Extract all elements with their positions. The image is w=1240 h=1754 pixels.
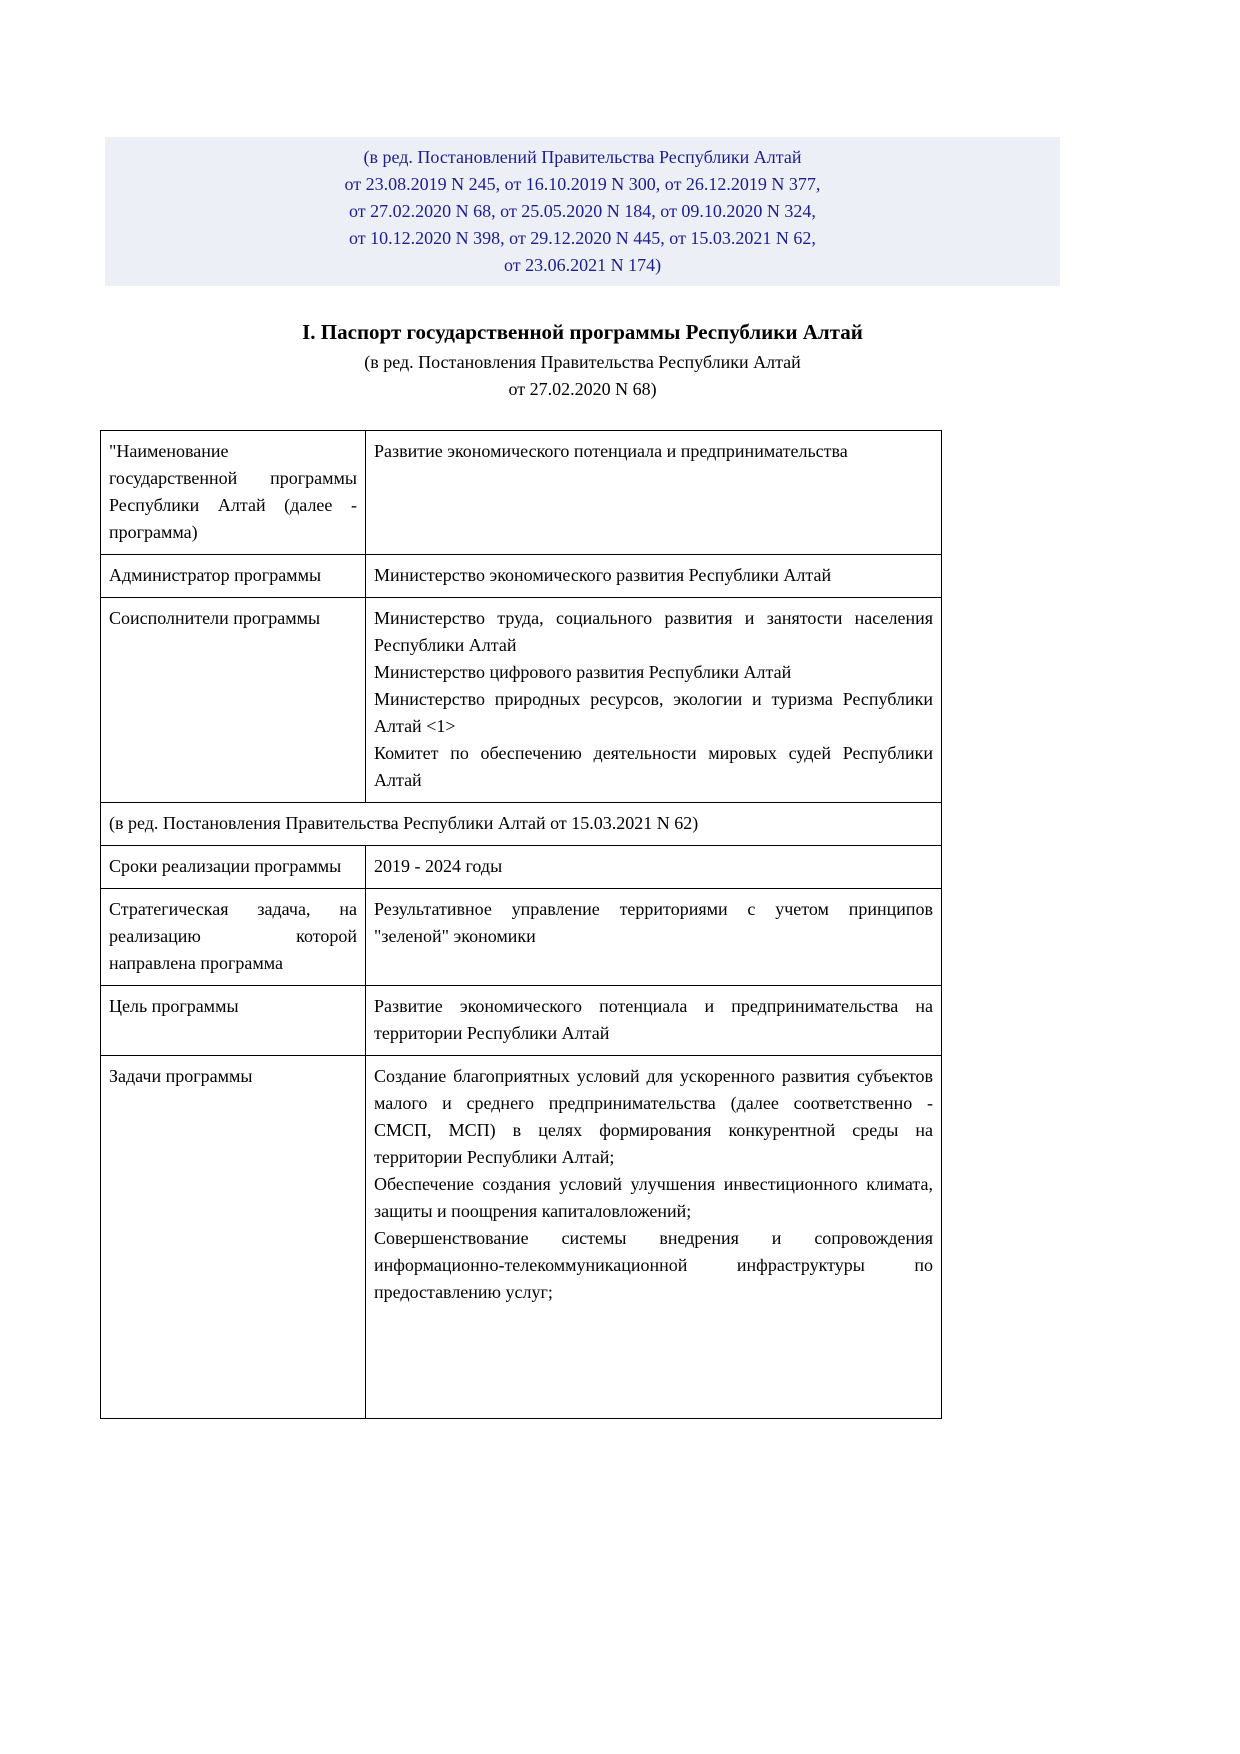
row-value-cell bbox=[366, 598, 942, 803]
row-value-paragraph: Министерство природных ресурсов, экологии и туризма Республики Алтай <1> bbox=[374, 689, 933, 736]
table-row bbox=[101, 1056, 942, 1419]
row-value-paragraph: Развитие экономического потенциала и предпринимательства bbox=[374, 441, 848, 461]
row-label: Стратегическая задача, на реализацию которой направлена программа bbox=[109, 899, 357, 973]
amendment-line: (в ред. Постановлений Правительства Республики Алтай bbox=[363, 147, 802, 167]
table-row bbox=[101, 846, 942, 889]
row-value-paragraph: Обеспечение создания условий улучшения инвестиционного климата, защиты и поощрения капиталовложений; bbox=[374, 1174, 933, 1221]
row-label: Администратор программы bbox=[109, 565, 322, 585]
row-label: "Наименование государственной программы Республики Алтай (далее - программа) bbox=[109, 441, 357, 542]
table-row bbox=[101, 555, 942, 598]
page-title: I. Паспорт государственной программы Республики Алтай bbox=[302, 320, 863, 344]
amendment-line: от 10.12.2020 N 398, от 29.12.2020 N 445, от 15.03.2021 N 62, bbox=[349, 228, 816, 248]
row-value-paragraph: Министерство труда, социального развития и занятости населения Республики Алтай bbox=[374, 608, 933, 655]
row-value-paragraph: 2019 - 2024 годы bbox=[374, 856, 503, 876]
row-value-paragraph: Совершенствование системы внедрения и сопровождения информационно-телекоммуникационной инфраструктуры по предоставлению услуг; bbox=[374, 1228, 933, 1302]
row-label: Задачи программы bbox=[109, 1066, 253, 1086]
table-row bbox=[101, 598, 942, 803]
row-label-cell bbox=[101, 846, 366, 889]
amendment-note-cell: (в ред. Постановления Правительства Республики Алтай от 15.03.2021 N 62) bbox=[101, 803, 942, 846]
row-value-paragraph: Министерство экономического развития Республики Алтай bbox=[374, 565, 832, 585]
amendment-line: от 23.08.2019 N 245, от 16.10.2019 N 300, от 26.12.2019 N 377, bbox=[344, 174, 821, 194]
row-label: Цель программы bbox=[109, 996, 239, 1016]
row-value-paragraph: Развитие экономического потенциала и предпринимательства на территории Республики Алтай bbox=[374, 996, 933, 1043]
row-label-cell bbox=[101, 889, 366, 986]
row-value-paragraph: Министерство цифрового развития Республики Алтай bbox=[374, 662, 792, 682]
page-subtitle-line: (в ред. Постановления Правительства Республики Алтай bbox=[364, 352, 801, 372]
row-value-cell bbox=[366, 431, 942, 555]
row-label-cell bbox=[101, 986, 366, 1056]
passport-table bbox=[100, 430, 942, 1419]
row-label-cell bbox=[101, 598, 366, 803]
row-value-cell bbox=[366, 846, 942, 889]
amendment-line: от 27.02.2020 N 68, от 25.05.2020 N 184, от 09.10.2020 N 324, bbox=[349, 201, 816, 221]
table-row bbox=[101, 889, 942, 986]
amendment-line: от 23.06.2021 N 174) bbox=[503, 255, 662, 275]
row-value-cell bbox=[366, 889, 942, 986]
row-label: Соисполнители программы bbox=[109, 608, 321, 628]
table-row bbox=[101, 986, 942, 1056]
row-value-cell bbox=[366, 986, 942, 1056]
row-label-cell bbox=[101, 1056, 366, 1419]
page-subtitle bbox=[105, 349, 1060, 403]
row-value-paragraph: Создание благоприятных условий для ускоренного развития субъектов малого и среднего предпринимательства (далее соответственно - СМСП, МСП) в целях формирования конкурентной среды на территории Республики Алтай; bbox=[374, 1066, 933, 1167]
row-value-cell bbox=[366, 555, 942, 598]
page-subtitle-line: от 27.02.2020 N 68) bbox=[508, 379, 657, 399]
row-value-cell bbox=[366, 1056, 942, 1419]
table-row bbox=[101, 431, 942, 555]
row-value-paragraph: Результативное управление территориями с учетом принципов "зеленой" экономики bbox=[374, 899, 933, 946]
row-label: Сроки реализации программы bbox=[109, 856, 342, 876]
row-label-cell bbox=[101, 431, 366, 555]
amendments-header-block bbox=[105, 137, 1060, 286]
row-value-paragraph: Комитет по обеспечению деятельности мировых судей Республики Алтай bbox=[374, 743, 933, 790]
row-label-cell bbox=[101, 555, 366, 598]
table-row-amendment bbox=[101, 803, 942, 846]
